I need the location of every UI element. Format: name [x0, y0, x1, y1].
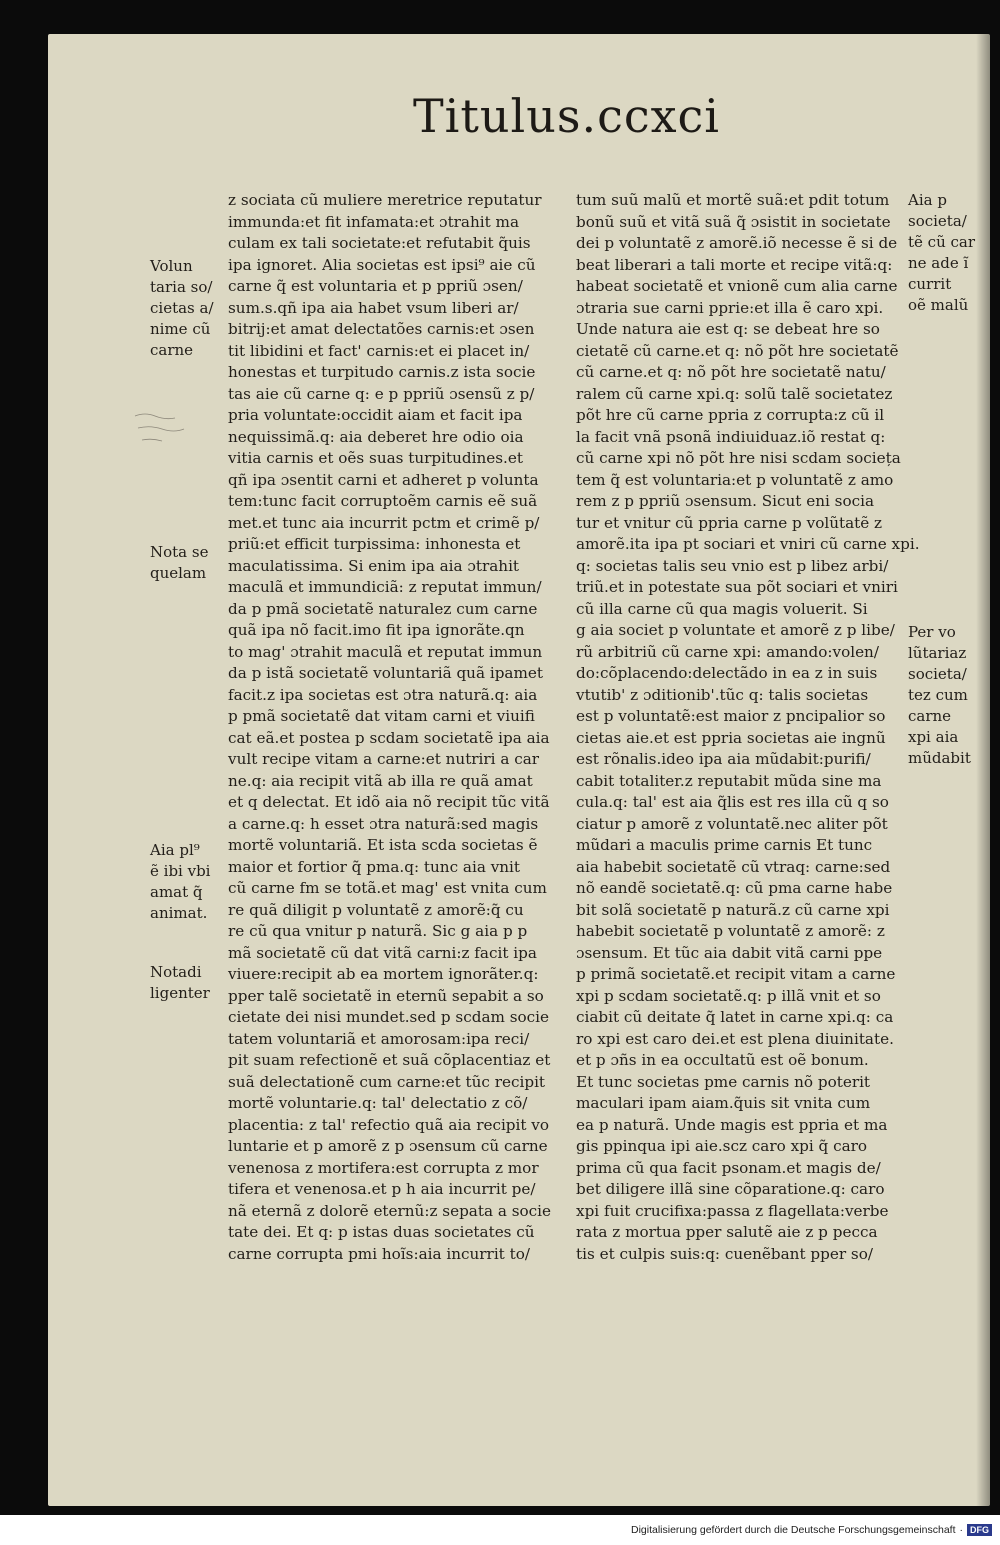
text-line: nõ eandẽ societatẽ.q: cũ pma carne habe [576, 879, 893, 897]
text-line: rũ arbitriũ cũ carne xpi: amando:volen/ [576, 642, 879, 661]
text-line: maior et fortior q̃ pma.q: tunc aia vnit [228, 857, 521, 876]
margin-note-line: Per vo [908, 623, 956, 641]
text-line: est p voluntatẽ:est maior z pncipalior so [576, 707, 886, 725]
text-line: mã societatẽ cũ dat vitã carni:z facit ipa [228, 943, 537, 962]
text-line: ciatur p amorẽ z voluntatẽ.nec aliter põt [576, 814, 888, 833]
text-line: q: societas talis seu vnio est p libez arbi/ [576, 556, 889, 575]
footer-credit [631, 1524, 992, 1536]
text-line: triũ.et in potestate sua põt sociari et vniri [576, 578, 898, 596]
text-line: tem q̃ est voluntaria:et p voluntatẽ z amo [576, 470, 894, 489]
text-line: carne corrupta pmi hoĩs:aia incurrit to/ [228, 1244, 530, 1263]
text-column-right [576, 190, 920, 1265]
text-line: cũ illa carne cũ qua magis voluerit. Si [576, 599, 868, 618]
text-line: culam ex tali societate:et refutabit q̃uis [228, 234, 531, 252]
text-line: ea p naturã. Unde magis est ppria et ma [576, 1115, 888, 1134]
text-line: tatem voluntariã et amorosam:ipa reci/ [228, 1029, 530, 1048]
text-line: pper talẽ societatẽ in eternũ sepabit a so [228, 986, 544, 1005]
text-line: ɔsensum. Et tũc aia dabit vitã carni ppe [576, 943, 883, 962]
text-line: beat liberari a tali morte et recipe vitã:q: [576, 255, 893, 274]
text-line: ro xpi est caro dei.et est plena diuinitate. [576, 1029, 894, 1048]
text-line: z sociata cũ muliere meretrice reputatur [228, 191, 542, 209]
margin-note-line: tẽ cũ car [908, 233, 976, 251]
text-line: placentia: z tal' refectio quã aia recipit vo [228, 1115, 550, 1134]
text-line: bonũ suũ et vitã suã q̃ ɔsistit in societate [576, 212, 891, 231]
text-line: cat eã.et postea p scdam societatẽ ipa aia [228, 728, 550, 747]
margin-note-line: Notadi [150, 963, 202, 981]
text-line: da p pmã societatẽ naturalez cum carne [228, 599, 538, 618]
text-line: xpi fuit crucifixa:passa z flagellata:verbe [576, 1201, 889, 1220]
text-line: venenosa z mortifera:est corrupta z mor [228, 1158, 539, 1177]
text-line: et q delectat. Et idõ aia nõ recipit tũc vitã [228, 793, 550, 811]
text-line: tur et vnitur cũ ppria carne p volũtatẽ z [576, 513, 883, 532]
text-line: ɔtraria sue carni pprie:et illa ẽ caro xpi. [576, 298, 884, 317]
text-line: re quã diligit p voluntatẽ z amorẽ:q̃ cu [228, 900, 524, 919]
text-line: Et tunc societas pme carnis nõ poterit [576, 1072, 871, 1091]
text-line: cietate dei nisi mundet.sed p scdam socie [228, 1008, 550, 1026]
text-line: nequissimã.q: aia deberet hre odio oia [228, 427, 524, 446]
text-line: vult recipe vitam a carne:et nutriri a car [228, 750, 540, 768]
text-line: met.et tunc aia incurrit pctm et crimẽ p/ [228, 513, 540, 532]
text-line: facit.z ipa societas est ɔtra naturã.q: aia [228, 685, 538, 704]
text-line: tate dei. Et q: p istas duas societates cũ [228, 1223, 535, 1241]
text-line: da p istã societatẽ voluntariã quã ipamet [228, 664, 543, 682]
text-line: gis ppinqua ipi aie.scz caro xpi q̃ caro [576, 1137, 868, 1155]
text-line: rem z p ppriũ ɔsensum. Sicut eni socia [576, 492, 875, 510]
text-line: nã eternã z dolorẽ eternũ:z sepata a socie [228, 1201, 552, 1220]
text-line: tem:tunc facit corruptoẽm carnis eẽ suã [228, 492, 538, 510]
text-line: g aia societ p voluntate et amorẽ z p libe/ [576, 621, 895, 639]
text-line: luntarie et p amorẽ z p ɔsensum cũ carne [228, 1137, 548, 1155]
text-line: Unde natura aie est q: se debeat hre so [576, 320, 880, 338]
text-line: p primã societatẽ.et recipit vitam a carne [576, 965, 896, 983]
text-line: tum suũ malũ et mortẽ suã:et pdit totum [576, 191, 890, 209]
text-line: cula.q: tal' est aia q̃lis est res illa cũ q so [576, 793, 889, 811]
margin-note-4 [150, 962, 210, 1004]
text-line: mortẽ voluntarie.q: tal' delectatio z cõ/ [228, 1094, 528, 1112]
text-line: qñ ipa ɔsentit carni et adheret p volunta [228, 470, 539, 489]
margin-note-line: Aia pl⁹ [150, 841, 200, 859]
text-line: habebit societatẽ p voluntatẽ z amorẽ: z [576, 922, 885, 940]
text-line: tas aie cũ carne q: e p ppriũ ɔsensũ z p/ [228, 384, 535, 403]
text-line: et p ɔñs in ea occultatũ est oẽ bonum. [576, 1051, 869, 1069]
margin-note-line: ne ade ĩ [908, 254, 969, 272]
text-column-left [228, 190, 551, 1265]
margin-note-line: currit [908, 275, 952, 293]
margin-note-line: taria so/ [150, 278, 213, 296]
text-line: cũ carne xpi nõ põt hre nisi scdam socieța [576, 449, 901, 467]
text-line: to mag' ɔtrahit maculã et reputat immun [228, 642, 543, 661]
pencil-annotation [130, 406, 225, 451]
page-title: Titulus.ccxci [413, 89, 721, 143]
text-line: amorẽ.ita ipa pt sociari et vniri cũ carne xpi. [576, 535, 920, 553]
margin-note-line: mũdabit [908, 749, 971, 767]
text-line: ralem cũ carne xpi.q: solũ talẽ societatez [576, 384, 893, 403]
margin-note-line: oẽ malũ [908, 296, 969, 314]
text-line: cietas aie.et est ppria societas aie ingnũ [576, 728, 886, 747]
text-line: maculatissima. Si enim ipa aia ɔtrahit [228, 556, 520, 575]
text-line: rata z mortua pper salutẽ aie z p pecca [576, 1223, 878, 1241]
text-line: maculã et immundiciã: z reputat immun/ [228, 578, 542, 596]
book-page [48, 34, 990, 1506]
margin-note-line: cietas a/ [150, 299, 214, 317]
margin-note-line: Aia p [908, 191, 947, 209]
margin-note-2 [150, 542, 208, 584]
text-line: bit solã societatẽ p naturã.z cũ carne xpi [576, 900, 890, 919]
margin-note-line: carne [150, 341, 194, 359]
text-line: ciabit cũ deitate q̃ latet in carne xpi.q: ca [576, 1008, 894, 1026]
margin-note-line: Nota se [150, 543, 209, 561]
margin-note-line: quelam [150, 564, 207, 582]
text-line: vitia carnis et oẽs suas turpitudines.et [228, 449, 523, 467]
text-line: tit libidini et fact' carnis:et ei placet in/ [228, 341, 530, 360]
footer-separator: · [959, 1524, 963, 1536]
text-line: maculari ipam aiam.q̃uis sit vnita cum [576, 1094, 871, 1112]
text-line: cũ carne fm se totã.et mag' est vnita cum [228, 879, 547, 897]
margin-note-1 [150, 256, 214, 361]
text-line: do:cõplacendo:delectãdo in ea z in suis [576, 664, 878, 682]
text-line: re cũ qua vnitur p naturã. Sic g aia p p [228, 922, 528, 940]
text-line: pria voluntate:occidit aiam et facit ipa [228, 406, 523, 424]
text-line: xpi p scdam societatẽ.q: p illã vnit et so [576, 986, 881, 1005]
margin-note-line: carne [908, 707, 952, 725]
text-line: cabit totaliter.z reputabit mũda sine ma [576, 771, 882, 790]
text-line: carne q̃ est voluntaria et p ppriũ ɔsen/ [228, 277, 523, 295]
text-line: habeat societatẽ et vnionẽ cum alia carne [576, 277, 898, 295]
text-line: bitrij:et amat delectatões carnis:et ɔsen [228, 320, 535, 338]
margin-note-3 [150, 840, 210, 924]
text-line: est rõnalis.ideo ipa aia mũdabit:purifi/ [576, 750, 871, 768]
text-line: ne.q: aia recipit vitã ab illa re quã amat [228, 771, 533, 790]
text-line: p pmã societatẽ dat vitam carni et viuifi [228, 707, 535, 725]
margin-note-line: animat. [150, 904, 208, 922]
text-line: aia habebit societatẽ cũ vtraq: carne:sed [576, 857, 891, 876]
text-line: suã delectationẽ cum carne:et tũc recipit [228, 1072, 546, 1091]
text-line: la facit vnã psonã indiuiduaz.iõ restat q: [576, 427, 886, 446]
text-line: sum.s.qñ ipa aia habet vsum liberi ar/ [228, 298, 519, 317]
text-line: immunda:et fit infamata:et ɔtrahit ma [228, 212, 520, 231]
text-line: mũdari a maculis prime carnis Et tunc [576, 836, 873, 854]
margin-note-line: ligenter [150, 984, 210, 1002]
margin-note-line: xpi aia [908, 728, 959, 746]
text-line: prima cũ qua facit psonam.et magis de/ [576, 1158, 881, 1177]
margin-note-line: societa/ [908, 665, 967, 683]
text-line: cietatẽ cũ carne.et q: nõ põt hre societatẽ [576, 341, 899, 360]
margin-note-line: societa/ [908, 212, 967, 230]
text-line: dei p voluntatẽ z amorẽ.iõ necesse ẽ si de [576, 234, 898, 252]
dfg-logo: DFG [967, 1524, 992, 1536]
margin-note-line: nime cũ [150, 320, 211, 338]
text-line: cũ carne.et q: nõ põt hre societatẽ natu/ [576, 363, 886, 381]
text-line: priũ:et efficit turpissima: inhonesta et [228, 535, 521, 553]
margin-note-line: lũtariaz [908, 644, 967, 662]
margin-note-line: Volun [150, 257, 193, 275]
text-line: viuere:recipit ab ea mortem ignorãter.q: [228, 965, 539, 983]
footer-text: Digitalisierung gefördert durch die Deutsche Forschungsgemeinschaft [630, 1524, 956, 1536]
text-line: tifera et venenosa.et p h aia incurrit pe/ [228, 1180, 536, 1198]
text-line: ipa ignoret. Alia societas est ipsi⁹ aie cũ [228, 255, 536, 274]
text-line: mortẽ voluntariã. Et ista scda societas ẽ [228, 836, 538, 854]
text-line: põt hre cũ carne ppria z corrupta:z cũ il [576, 406, 885, 424]
page-edge-shadow [976, 34, 990, 1506]
text-line: honestas et turpitudo carnis.z ista socie [228, 363, 536, 381]
text-line: quã ipa nõ facit.imo fit ipa ignorãte.qn [228, 621, 525, 639]
margin-note-line: tez cum [908, 686, 968, 704]
text-line: bet diligere illã sine cõparatione.q: caro [576, 1180, 885, 1198]
text-line: vtutib' z ɔditionib'.tũc q: talis societas [576, 685, 869, 704]
margin-note-line: ẽ ibi vbi [150, 862, 211, 880]
margin-note-line: amat q̃ [150, 883, 203, 901]
text-line: a carne.q: h esset ɔtra naturã:sed magis [228, 814, 539, 833]
text-line: tis et culpis suis:q: cuenẽbant pper so/ [576, 1244, 873, 1263]
text-line: pit suam refectionẽ et suã cõplacentiaz et [228, 1051, 551, 1069]
